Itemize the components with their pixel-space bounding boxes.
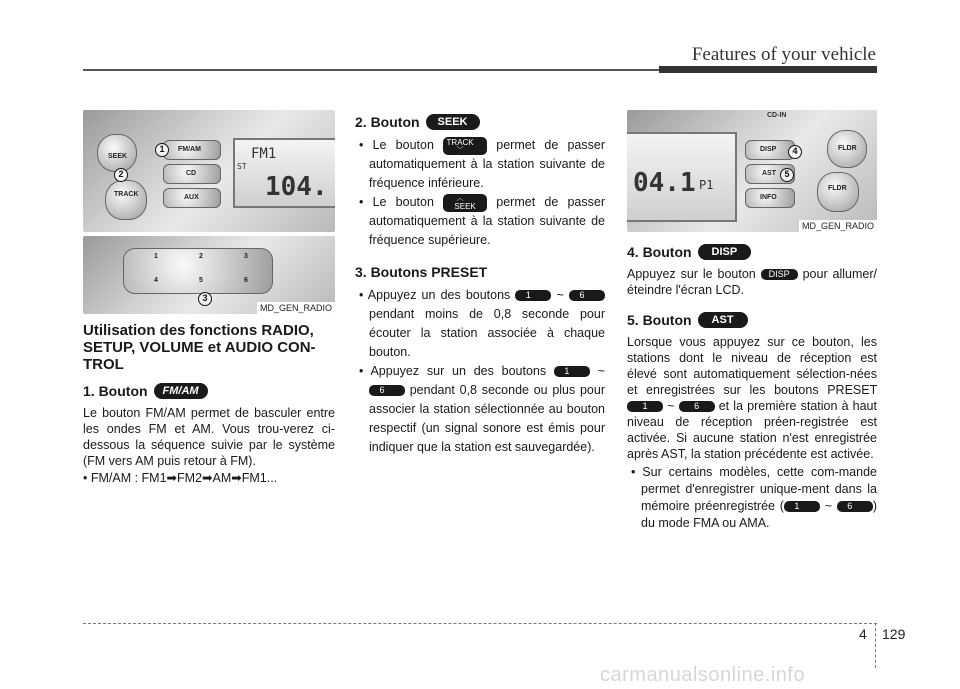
- lcd-display: [627, 132, 737, 222]
- preset-1-key: 1: [627, 401, 663, 412]
- radio-panel-photo-top: [83, 110, 335, 232]
- section-1-paragraph: Le bouton FM/AM permet de basculer entre les ondes FM et AM. Vous trou-verez ci-dessous la séquence suivie par le système (FM vers AM puis retour à FM).: [83, 406, 335, 468]
- photo-caption: MD_GEN_RADIO: [799, 220, 877, 232]
- section-2-title: 2. Bouton SEEK: [355, 114, 605, 130]
- chevron-up-icon: ︿: [456, 194, 464, 202]
- preset-6-key: 6: [569, 290, 605, 301]
- disp-button[interactable]: DISP: [745, 140, 795, 160]
- aux-button[interactable]: AUX: [163, 188, 221, 208]
- watermark: carmanualsonline.info: [600, 664, 806, 686]
- lcd-frequency: 04.1: [633, 168, 696, 198]
- track-rocker[interactable]: TRACK: [105, 180, 147, 220]
- footer-rule: [83, 623, 877, 624]
- intro-heading: Utilisation des fonctions RADIO, SETUP, VOLUME et AUDIO CON-TROL: [83, 322, 316, 373]
- preset-6: 6: [244, 277, 248, 284]
- preset-1-key: 1: [784, 501, 820, 512]
- cd-in-label: CD-IN: [767, 112, 787, 119]
- folder-down-rocker[interactable]: FLDR: [817, 172, 859, 212]
- lcd-display: [233, 138, 335, 208]
- radio-panel-photo-bottom: [83, 236, 335, 314]
- preset-1: 1: [154, 253, 158, 260]
- preset-3: 3: [244, 253, 248, 260]
- section-2-bullet-1: • Le bouton TRACK ﹀ permet de passer automatiquement à la station suivante de fréquence inférieure.: [355, 136, 605, 193]
- section-5-bullet: • Sur certains modèles, cette com-mande permet d'enregistrer unique-ment dans la mémoire préenregistrée ( 1 ~ 6 ) du mode FMA ou AMA.: [627, 464, 877, 532]
- ast-badge: AST: [698, 312, 748, 328]
- preset-5: 5: [199, 277, 203, 284]
- lcd-band: FM1: [251, 146, 277, 162]
- callout-5: 5: [780, 168, 794, 182]
- section-1-bullet: • FM/AM : FM1➡FM2➡AM➡FM1...: [83, 469, 335, 488]
- info-button[interactable]: INFO: [745, 188, 795, 208]
- page-number: 129: [882, 626, 906, 642]
- callout-1: 1: [155, 143, 169, 157]
- lcd-stereo: ST: [237, 162, 247, 171]
- section-4-paragraph: Appuyez sur le bouton DISP pour allumer/éteindre l'écran LCD.: [627, 267, 877, 297]
- footer-separator: [875, 623, 876, 668]
- callout-2: 2: [114, 168, 128, 182]
- ast-button[interactable]: AST: [745, 164, 795, 184]
- preset-button-block: [123, 248, 273, 294]
- callout-3: 3: [198, 292, 212, 306]
- section-5-paragraph: Lorsque vous appuyez sur ce bouton, les stations dont le niveau de réception est élevé sont automatiquement sélection-nées et enregistrées sur les boutons PRESET 1 ~ 6 et la première station à haut niveau de réception préen-registrée est activée. Si aucune station n'est enregistrée après AST, la station précédente est activée.: [627, 335, 877, 461]
- chevron-down-icon: ﹀: [456, 146, 464, 154]
- lcd-preset: P1: [699, 178, 714, 192]
- middle-column: [355, 110, 605, 457]
- section-3-title: 3. Boutons PRESET: [355, 264, 488, 280]
- seek-rocker[interactable]: SEEK: [97, 134, 137, 172]
- disp-badge: DISP: [698, 244, 752, 260]
- preset-2: 2: [199, 253, 203, 260]
- preset-1-key: 1: [554, 366, 590, 377]
- preset-6-key: 6: [679, 401, 715, 412]
- radio-panel-photo-right: [627, 110, 877, 232]
- seek-key: ︿ SEEK: [443, 194, 487, 212]
- section-3-bullet-1: • Appuyez un des boutons 1 ~ 6 pendant moins de 0,8 seconde pour écouter la station associée à chaque bouton.: [355, 286, 605, 362]
- chapter-number: 4: [859, 626, 867, 642]
- fm-am-badge: FM/AM: [154, 383, 208, 399]
- section-1-title: 1. Bouton FM/AM: [83, 383, 335, 399]
- preset-6-key: 6: [837, 501, 873, 512]
- section-4-title: 4. Bouton DISP: [627, 244, 877, 260]
- lcd-frequency: 104.: [265, 172, 328, 202]
- section-3-bullet-2: • Appuyez sur un des boutons 1 ~ 6 pendant 0,8 seconde ou plus pour associer la station sélectionnée au bouton respectif (un signal sonore est émis pour indiquer que la station est sauvegardée).: [355, 362, 605, 457]
- right-column: [627, 110, 877, 532]
- header-bar: [659, 66, 877, 73]
- preset-6-key: 6: [369, 385, 405, 396]
- folder-up-rocker[interactable]: FLDR: [827, 130, 867, 168]
- preset-1-key: 1: [515, 290, 551, 301]
- left-column: [83, 110, 335, 488]
- cd-button[interactable]: CD: [163, 164, 221, 184]
- disp-key: DISP: [761, 269, 798, 280]
- section-5-title: 5. Bouton AST: [627, 312, 877, 328]
- seek-badge: SEEK: [426, 114, 480, 130]
- section-2-bullet-2: • Le bouton ︿ SEEK permet de passer automatiquement à la station suivante de fréquence supérieure.: [355, 193, 605, 250]
- header-rule: [83, 69, 659, 71]
- photo-caption: MD_GEN_RADIO: [257, 302, 335, 314]
- track-key: TRACK ﹀: [443, 137, 487, 155]
- preset-4: 4: [154, 277, 158, 284]
- fm-am-button[interactable]: FM/AM: [163, 140, 221, 160]
- page-header-title: Features of your vehicle: [691, 44, 876, 65]
- callout-4: 4: [788, 145, 802, 159]
